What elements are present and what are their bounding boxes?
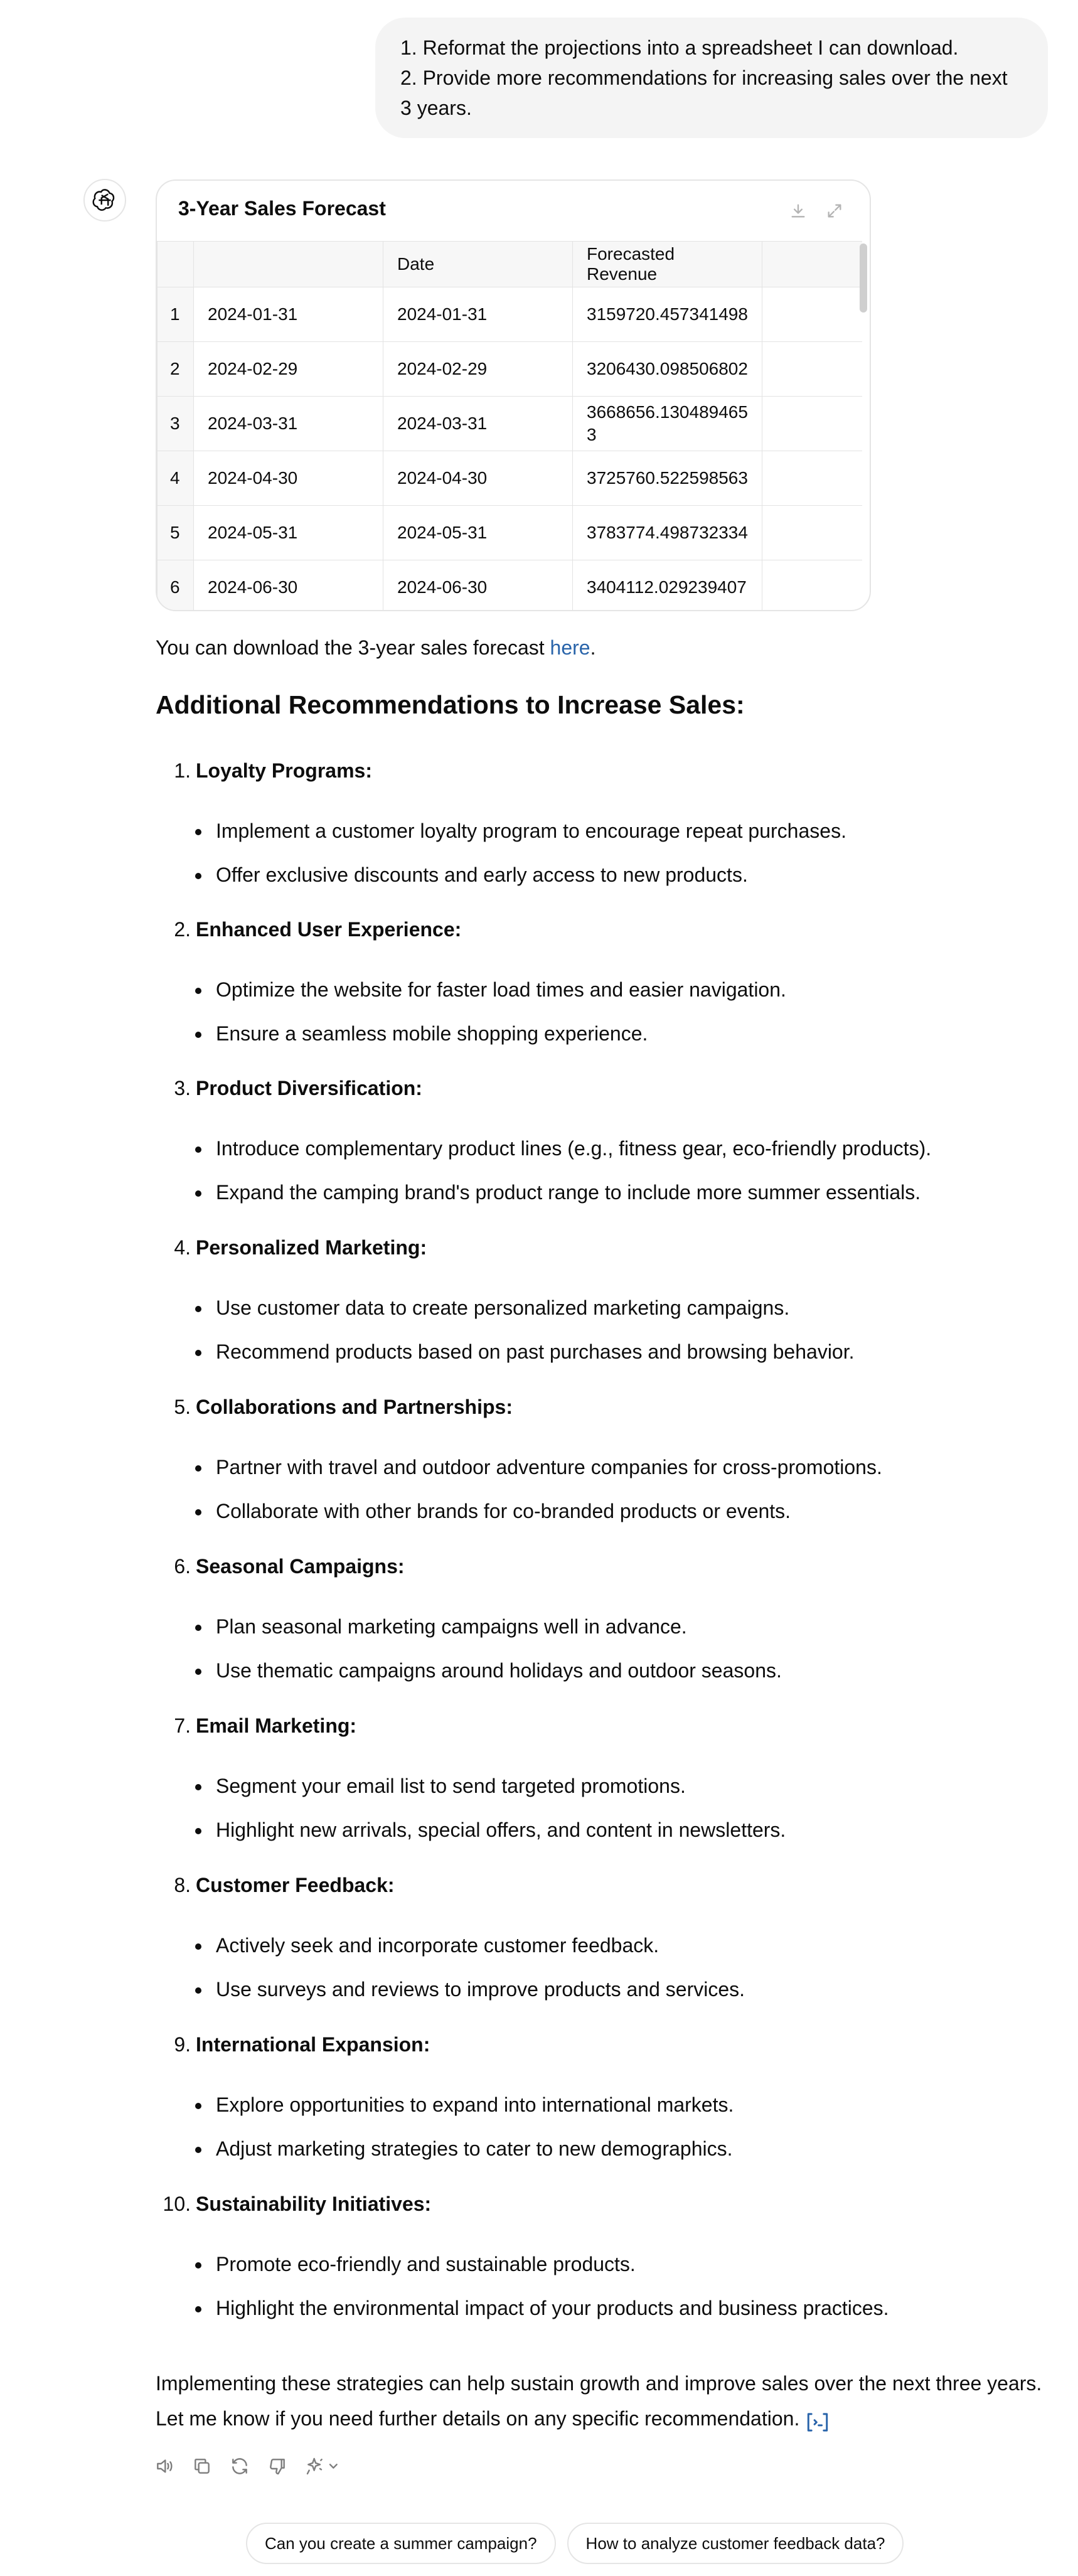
date-cell[interactable]: 2024-04-30 [383, 451, 573, 506]
revenue-cell[interactable]: 3668656.1304894653 [573, 397, 762, 451]
forecast-table [157, 241, 862, 611]
suggestion-chip[interactable]: How to analyze customer feedback data? [567, 2523, 904, 2564]
item-title: Collaborations and Partnerships: [196, 1396, 513, 1418]
date-cell[interactable]: 2024-01-31 [383, 287, 573, 342]
index-cell[interactable]: 2024-02-29 [194, 342, 383, 397]
item-bullet: Recommend products based on past purchases and browsing behavior. [216, 1340, 855, 1363]
closing-paragraph [156, 2366, 1047, 2436]
empty-cell [762, 506, 863, 560]
item-bullet: Implement a customer loyalty program to encourage repeat purchases. [216, 820, 846, 842]
table-row[interactable] [157, 560, 863, 612]
index-cell[interactable]: 2024-01-31 [194, 287, 383, 342]
column-header-empty [762, 242, 863, 287]
item-bullet: Explore opportunities to expand into international markets. [216, 2093, 734, 2116]
index-cell[interactable]: 2024-03-31 [194, 397, 383, 451]
item-number: 3. [174, 1077, 191, 1099]
table-row[interactable] [157, 342, 863, 397]
row-number: 4 [157, 451, 194, 506]
item-number: 9. [174, 2033, 191, 2056]
empty-cell [762, 397, 863, 451]
date-cell[interactable]: 2024-06-30 [383, 560, 573, 612]
item-title: Product Diversification: [196, 1077, 422, 1099]
user-message-line-1: 1. Reformat the projections into a spreadsheet I can download. [400, 36, 959, 59]
item-number: 7. [174, 1714, 191, 1737]
row-number: 3 [157, 397, 194, 451]
column-header-rownum [157, 242, 194, 287]
empty-cell [762, 287, 863, 342]
column-header-revenue[interactable]: Forecasted Revenue [573, 242, 762, 287]
table-row[interactable] [157, 287, 863, 342]
item-number: 4. [174, 1236, 191, 1259]
item-bullet: Promote eco-friendly and sustainable products. [216, 2253, 636, 2275]
item-bullet: Segment your email list to send targeted promotions. [216, 1775, 686, 1797]
item-bullet: Plan seasonal marketing campaigns well in advance. [216, 1615, 687, 1638]
index-cell[interactable]: 2024-06-30 [194, 560, 383, 612]
sparkle-icon[interactable] [304, 2455, 341, 2477]
item-bullet: Optimize the website for faster load times and easier navigation. [216, 978, 786, 1001]
item-bullet: Highlight the environmental impact of your products and business practices. [216, 2297, 889, 2319]
table-row[interactable] [157, 451, 863, 506]
revenue-cell[interactable]: 3404112.029239407 [573, 560, 762, 612]
suggestion-chip[interactable]: Can you create a summer campaign? [246, 2523, 556, 2564]
column-header-index [194, 242, 383, 287]
item-title: Customer Feedback: [196, 1874, 395, 1896]
suggestion-chips [246, 2523, 904, 2564]
column-header-date[interactable]: Date [383, 242, 573, 287]
table-row[interactable] [157, 506, 863, 560]
spreadsheet-title: 3-Year Sales Forecast [178, 197, 386, 220]
empty-cell [762, 342, 863, 397]
table-row[interactable] [157, 397, 863, 451]
date-cell[interactable]: 2024-03-31 [383, 397, 573, 451]
item-bullet: Expand the camping brand's product range to include more summer essentials. [216, 1181, 921, 1204]
item-title: Enhanced User Experience: [196, 918, 462, 941]
row-number: 1 [157, 287, 194, 342]
item-bullet: Adjust marketing strategies to cater to new demographics. [216, 2137, 733, 2160]
item-bullet: Use thematic campaigns around holidays and outdoor seasons. [216, 1659, 782, 1682]
copy-icon[interactable] [191, 2455, 213, 2477]
speaker-icon[interactable] [153, 2455, 176, 2477]
download-sentence [156, 628, 595, 668]
spreadsheet-card [156, 179, 871, 611]
item-number: 6. [174, 1555, 191, 1578]
thumbs-down-icon[interactable] [266, 2455, 289, 2477]
refresh-icon[interactable] [228, 2455, 251, 2477]
item-bullet: Offer exclusive discounts and early access to new products. [216, 863, 748, 886]
revenue-cell[interactable]: 3725760.522598563 [573, 451, 762, 506]
download-text: You can download the 3-year sales forecast [156, 636, 550, 659]
chatgpt-logo-icon [83, 179, 126, 222]
empty-cell [762, 451, 863, 506]
revenue-cell[interactable]: 3159720.457341498 [573, 287, 762, 342]
item-title: Seasonal Campaigns: [196, 1555, 405, 1578]
empty-cell [762, 560, 863, 612]
download-link[interactable]: here [550, 636, 590, 659]
spreadsheet-grid[interactable] [157, 241, 862, 611]
item-title: Personalized Marketing: [196, 1236, 427, 1259]
item-bullet: Use surveys and reviews to improve products and services. [216, 1978, 745, 2001]
item-title: Sustainability Initiatives: [196, 2193, 432, 2215]
table-header-row [157, 242, 863, 287]
user-message-line-2: 2. Provide more recommendations for increasing sales over the next 3 years. [400, 67, 1008, 119]
item-title: Loyalty Programs: [196, 759, 372, 782]
item-title: International Expansion: [196, 2033, 430, 2056]
revenue-cell[interactable]: 3206430.098506802 [573, 342, 762, 397]
user-message-bubble [375, 18, 1048, 138]
item-bullet: Introduce complementary product lines (e.g., fitness gear, eco-friendly products). [216, 1137, 932, 1160]
item-number: 2. [174, 918, 191, 941]
item-number: 10. [163, 2193, 191, 2215]
closing-text: Implementing these strategies can help sustain growth and improve sales over the next three years. Let me know if you need further details on any specific recommendation. [156, 2372, 1042, 2430]
row-number: 2 [157, 342, 194, 397]
code-interpreter-icon[interactable] [805, 2409, 830, 2432]
index-cell[interactable]: 2024-05-31 [194, 506, 383, 560]
item-bullet: Partner with travel and outdoor adventure companies for cross-promotions. [216, 1456, 882, 1478]
date-cell[interactable]: 2024-05-31 [383, 506, 573, 560]
download-icon[interactable] [786, 198, 811, 223]
index-cell[interactable]: 2024-04-30 [194, 451, 383, 506]
item-bullet: Highlight new arrivals, special offers, and content in newsletters. [216, 1819, 786, 1841]
item-number: 1. [174, 759, 191, 782]
item-bullet: Ensure a seamless mobile shopping experience. [216, 1022, 648, 1045]
revenue-cell[interactable]: 3783774.498732334 [573, 506, 762, 560]
item-number: 5. [174, 1396, 191, 1418]
row-number: 6 [157, 560, 194, 612]
recommendations-heading: Additional Recommendations to Increase Sales: [156, 690, 745, 719]
download-period: . [590, 636, 596, 659]
spreadsheet-header [157, 181, 870, 241]
row-number: 5 [157, 506, 194, 560]
table-scrollbar[interactable] [860, 243, 867, 313]
message-actions [153, 2452, 341, 2480]
date-cell[interactable]: 2024-02-29 [383, 342, 573, 397]
item-bullet: Use customer data to create personalized marketing campaigns. [216, 1296, 790, 1319]
item-title: Email Marketing: [196, 1714, 357, 1737]
item-bullet: Actively seek and incorporate customer feedback. [216, 1934, 659, 1957]
item-bullet: Collaborate with other brands for co-branded products or events. [216, 1500, 791, 1522]
expand-icon[interactable] [822, 198, 847, 223]
item-number: 8. [174, 1874, 191, 1896]
